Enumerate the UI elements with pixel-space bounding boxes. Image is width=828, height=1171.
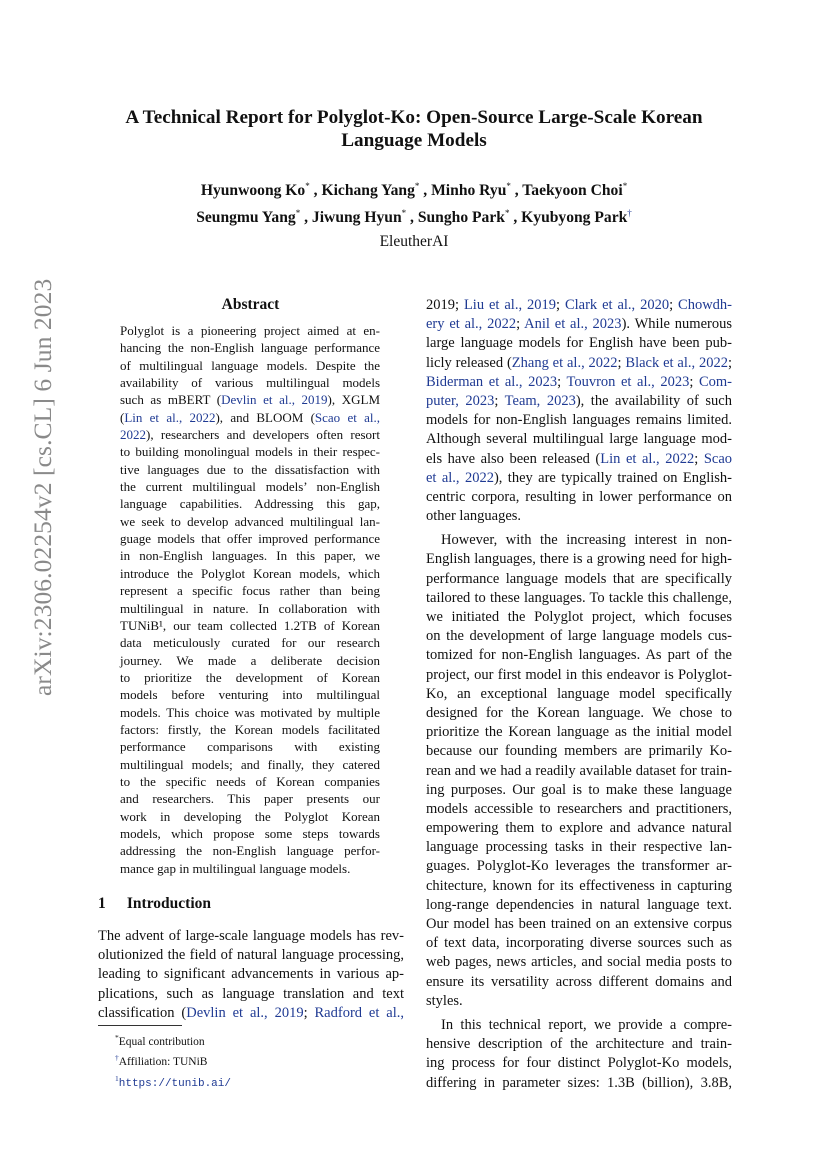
- text-line: of multilingual language models. Despite the: [120, 357, 380, 373]
- text-line: addressing the non-English language perfor-: [120, 843, 380, 859]
- text-line: tailored to these languages. To tackle this challenge,: [426, 589, 732, 606]
- footnote-text: Affiliation: TUNiB: [118, 1056, 208, 1069]
- text-line: Ko, an exceptional language model specifically: [426, 685, 732, 702]
- text-line: ing process for four distinct Polyglot-Ko models,: [426, 1055, 732, 1072]
- citation-link[interactable]: Black et al., 2022: [625, 354, 728, 371]
- author-mark: *: [295, 208, 301, 219]
- author-separator: ,: [309, 182, 322, 200]
- text-line: rean and we had a readily available dataset for train-: [426, 762, 732, 779]
- text-line: puter, 2023; Team, 2023), the availability of such: [426, 392, 732, 409]
- text-line: tomized for non-English languages. As part of the: [426, 647, 732, 664]
- text-line: However, with the increasing interest in non-: [441, 532, 732, 549]
- author-separator: ,: [300, 209, 312, 227]
- author-row: [98, 175, 730, 202]
- author-separator: ,: [406, 209, 418, 227]
- text-line: styles.: [426, 992, 463, 1009]
- text-line: language capabilities. Addressing this gap,: [120, 496, 380, 512]
- text-line: tive languages due to the dissatisfaction with: [120, 461, 380, 477]
- text-line: represent a specific focus rather than being: [120, 583, 380, 599]
- text-line: language processing tasks in their respective lan-: [426, 839, 732, 856]
- text-line: designed for the Korean language. We chose to: [426, 704, 732, 721]
- citation-link[interactable]: Com-: [698, 373, 733, 390]
- text-line: leading to significant advancements in various ap-: [98, 966, 404, 983]
- author-separator: ,: [510, 182, 523, 200]
- text-line: models accessible to researchers and practitioners,: [426, 800, 732, 817]
- author-mark: *: [305, 181, 310, 191]
- title-line: Language Models: [341, 130, 487, 151]
- citation-link[interactable]: Lin et al., 2022: [124, 409, 216, 425]
- author-mark: *: [506, 181, 511, 191]
- footnote-rule: [98, 1025, 182, 1026]
- author-mark: *: [401, 208, 407, 219]
- citation-link[interactable]: Anil et al., 2023: [524, 316, 622, 333]
- footnotes: [115, 1030, 231, 1092]
- abstract-body: [120, 322, 380, 877]
- author-row: [98, 202, 730, 229]
- footnote: [115, 1030, 231, 1050]
- footnote: [115, 1050, 231, 1070]
- author-name: Kichang Yang: [321, 182, 415, 200]
- text-line: mance gap in multilingual language models.: [120, 860, 351, 876]
- text-line: journey. We made a deliberate decision: [120, 652, 380, 668]
- text-line: classification (Devlin et al., 2019; Radford et al.,: [98, 1004, 404, 1021]
- text-line: multilingual in nature. In collaboration with: [120, 600, 380, 616]
- text-line: on the development of large language models cus-: [426, 628, 732, 645]
- text-line: licly released (Zhang et al., 2022; Black et al., 2022;: [426, 354, 732, 371]
- citation-link[interactable]: Scao et al.,: [314, 409, 380, 425]
- affiliation: EleutherAI: [379, 233, 449, 250]
- footnote-mark: †: [115, 1053, 119, 1063]
- footnote-mark: *: [115, 1033, 119, 1042]
- text-line: data meticulously curated for our research: [120, 635, 380, 651]
- citation-link[interactable]: puter, 2023: [426, 392, 495, 409]
- author-name: Sungho Park: [417, 209, 505, 227]
- title-line: A Technical Report for Polyglot-Ko: Open-Source Large-Scale Korean: [125, 107, 703, 128]
- text-line: large language models for English have been pub-: [426, 335, 732, 352]
- text-line: we initiated the Polyglot project, which focuses: [426, 609, 732, 625]
- text-line: multilingual models; and finally, they catered: [120, 756, 380, 772]
- citation-link[interactable]: Chowdh-: [678, 297, 733, 313]
- author-name: Hyunwoong Ko: [200, 182, 306, 200]
- section-number: 1: [98, 895, 106, 912]
- author-list: [98, 175, 730, 229]
- text-line: Biderman et al., 2023; Touvron et al., 2023; Com-: [426, 373, 733, 390]
- citation-link[interactable]: Radford et al.,: [314, 1004, 404, 1021]
- text-line: availability of various multilingual models: [120, 375, 380, 391]
- text-line: project, our first model in this endeavor is Polyglot-: [426, 666, 732, 683]
- text-line: and researchers. This paper presents our: [120, 791, 380, 807]
- footnote-link[interactable]: https://tunib.ai/: [118, 1077, 231, 1090]
- text-line: because our founding members are primarily Ko-: [426, 743, 732, 760]
- author-name: Kyubyong Park: [521, 209, 628, 227]
- text-line: ensure its versatility across different domains and: [426, 973, 732, 990]
- text-line: TUNiB¹, our team collected 1.2TB of Korean: [120, 617, 380, 633]
- author-name: Minho Ryu: [431, 182, 507, 200]
- text-line: Our model has been trained on an extensive corpus: [426, 916, 732, 932]
- text-line: (Lin et al., 2022), and BLOOM (Scao et al.,: [120, 409, 380, 425]
- footnote-mark: 1: [115, 1073, 119, 1083]
- text-line: guage models that offer improved performance: [120, 531, 380, 547]
- citation-link[interactable]: Team, 2023: [504, 392, 576, 409]
- text-line: to prioritize the development of Korean: [120, 669, 380, 685]
- text-line: of text data, incorporating diverse sources such as: [426, 935, 732, 952]
- text-line: in non-English languages. In this paper, we: [120, 548, 380, 564]
- text-line: other languages.: [426, 508, 522, 525]
- text-line: performance comparisons with existing: [120, 739, 380, 755]
- author-mark: *: [504, 208, 510, 219]
- text-line: to the specific needs of Korean companies: [120, 773, 380, 789]
- citation-link[interactable]: ery et al., 2022: [426, 316, 517, 333]
- text-line: work in developing the Polyglot Korean: [120, 808, 380, 824]
- citation-link[interactable]: Zhang et al., 2022: [511, 354, 618, 371]
- text-line: The advent of large-scale language models has rev-: [98, 928, 404, 944]
- text-line: In this technical report, we provide a compre-: [441, 1016, 732, 1033]
- citation-link[interactable]: Devlin et al., 2019: [186, 1004, 304, 1021]
- text-line: ery et al., 2022; Anil et al., 2023). While numerous: [426, 316, 732, 333]
- text-line: long-range dependencies in natural language text.: [426, 896, 732, 913]
- text-line: centric corpora, resulting in lower performance on: [426, 488, 732, 505]
- text-line: factors: firstly, the Korean models facilitated: [120, 721, 380, 737]
- text-line: the current multilingual models’ non-English: [120, 479, 380, 495]
- text-line: empowering them to explore and advance natural: [426, 820, 732, 837]
- text-line: models before venturing into multilingual: [120, 687, 380, 703]
- text-line: et al., 2022), they are typically trained on English-: [426, 469, 732, 486]
- author-mark: †: [627, 208, 632, 219]
- text-line: plications, such as language translation and text: [98, 985, 404, 1002]
- text-line: els have also been released (Lin et al., 2022; Scao: [426, 450, 732, 467]
- text-line: Although several multilingual large language mod-: [426, 431, 732, 448]
- right-column-body: [426, 296, 732, 1093]
- text-line: models, which propose some steps towards: [120, 825, 380, 841]
- text-line: 2019; Liu et al., 2019; Clark et al., 2020; Chowdh-: [426, 297, 733, 313]
- author-name: Seungmu Yang: [196, 209, 296, 227]
- text-line: models. This choice was motivated by multiple: [120, 704, 380, 720]
- text-line: English languages, there is a growing need for high-: [426, 551, 732, 568]
- text-line: olutionized the field of natural language processing,: [98, 947, 404, 964]
- text-line: hensive description of the architecture and train-: [426, 1036, 732, 1053]
- paper-title: [98, 106, 730, 152]
- text-line: chitecture, known for its effectiveness in capturing: [426, 877, 732, 894]
- arxiv-stamp: arXiv:2306.02254v2 [cs.CL] 6 Jun 2023: [28, 278, 57, 696]
- section-title: Introduction: [126, 895, 211, 912]
- abstract-heading: Abstract: [221, 296, 280, 313]
- author-mark: *: [414, 181, 420, 191]
- citation-link[interactable]: 2022: [120, 427, 146, 443]
- text-line: models for non-English languages remains limited.: [426, 412, 732, 429]
- citation-link[interactable]: Scao: [703, 450, 732, 467]
- citation-link[interactable]: et al., 2022: [426, 469, 494, 486]
- text-line: differing in parameter sizes: 1.3B (billion), 3.8B,: [426, 1074, 732, 1091]
- text-line: 2022), researchers and developers often resort: [120, 427, 380, 443]
- citation-link[interactable]: Biderman et al., 2023: [426, 373, 558, 390]
- citation-link[interactable]: Lin et al., 2022: [600, 450, 695, 467]
- text-line: to building monolingual models in their respec-: [120, 444, 380, 460]
- text-line: ing purposes. Our goal is to make these language: [426, 781, 732, 798]
- author-separator: ,: [509, 209, 522, 227]
- text-line: prioritize the Korean language as the initial model: [426, 724, 732, 741]
- text-line: introduce the Polyglot Korean models, which: [120, 565, 380, 581]
- footnote: [115, 1071, 231, 1092]
- author-separator: ,: [419, 182, 432, 200]
- text-line: guages. Polyglot-Ko leverages the transformer ar-: [426, 858, 732, 875]
- citation-link[interactable]: Clark et al., 2020: [564, 297, 670, 313]
- text-line: web pages, news articles, and social media posts to: [426, 954, 732, 971]
- author-name: Jiwung Hyun: [311, 209, 402, 227]
- intro-body: [98, 927, 404, 1023]
- text-line: such as mBERT (Devlin et al., 2019), XGLM: [120, 392, 380, 408]
- citation-link[interactable]: Touvron et al., 2023: [566, 373, 690, 390]
- text-line: performance language models that are specifically: [426, 570, 732, 587]
- author-mark: *: [622, 181, 628, 191]
- text-line: Polyglot is a pioneering project aimed at en-: [120, 323, 380, 338]
- section-heading: [98, 895, 211, 913]
- author-name: Taekyoon Choi: [522, 182, 623, 200]
- text-line: we seek to develop advanced multilingual lan-: [120, 513, 380, 529]
- footnote-text: Equal contribution: [118, 1035, 205, 1048]
- citation-link[interactable]: Liu et al., 2019: [463, 297, 556, 313]
- text-line: hancing the non-English language performance: [120, 340, 380, 356]
- citation-link[interactable]: Devlin et al., 2019: [221, 392, 328, 408]
